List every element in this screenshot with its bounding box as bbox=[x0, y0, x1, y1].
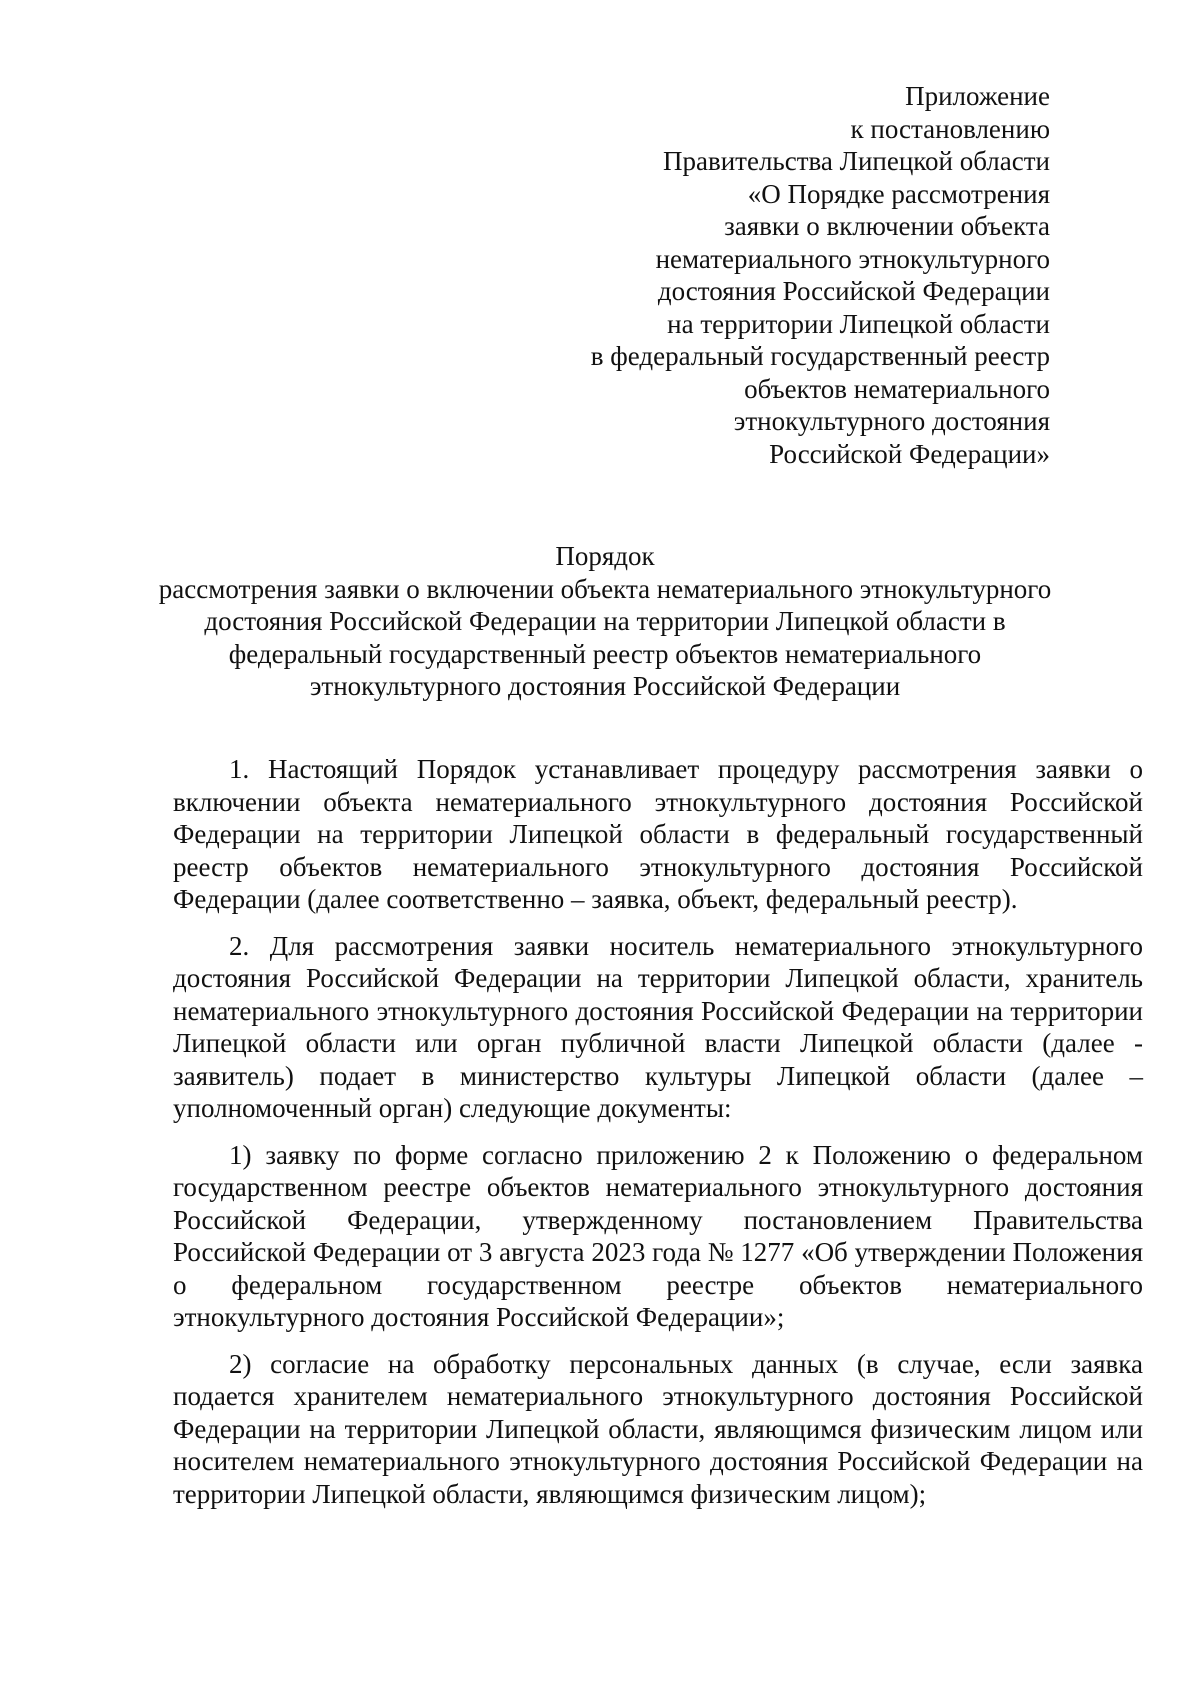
title-heading: Порядок bbox=[555, 541, 655, 571]
appendix-line: в федеральный государственный реестр bbox=[590, 341, 1050, 371]
appendix-line: к постановлению bbox=[850, 113, 1050, 144]
document-body bbox=[173, 753, 1143, 1524]
appendix-line: Правительства Липецкой области bbox=[662, 146, 1050, 176]
appendix-line: достояния Российской Федерации bbox=[657, 276, 1050, 306]
appendix-header bbox=[490, 80, 1050, 470]
appendix-line: заявки о включении объекта bbox=[724, 211, 1050, 241]
document-title bbox=[150, 540, 1060, 703]
appendix-line: этнокультурного достояния bbox=[733, 406, 1050, 436]
appendix-line: на территории Липецкой области bbox=[667, 308, 1050, 339]
paragraph-2: 2. Для рассмотрения заявки носитель нематериального этнокультурного достояния Российской Федерации на территории Липецкой области, хранитель нематериального этнокультурного достояния Российской Федерации на территории Липецкой области или орган публичной власти Липецкой области (далее - заявитель) подает в министерство культуры Липецкой области (далее – уполномоченный орган) следующие документы: bbox=[173, 930, 1143, 1123]
appendix-line: Российской Федерации» bbox=[769, 438, 1050, 469]
title-line: этнокультурного достояния Российской Федерации bbox=[309, 671, 901, 701]
appendix-line: Приложение bbox=[905, 81, 1050, 111]
title-line: рассмотрения заявки о включении объекта нематериального этнокультурного bbox=[158, 573, 1052, 604]
appendix-line: нематериального этнокультурного bbox=[655, 243, 1050, 274]
appendix-line: объектов нематериального bbox=[744, 373, 1050, 404]
title-line: федеральный государственный реестр объектов нематериального bbox=[228, 638, 982, 669]
appendix-line: «О Порядке рассмотрения bbox=[747, 178, 1050, 209]
paragraph-1: 1. Настоящий Порядок устанавливает процедуру рассмотрения заявки о включении объекта нематериального этнокультурного достояния Российской Федерации на территории Липецкой области в федеральный государственный реестр объектов нематериального этнокультурного достояния Российской Федерации (далее соответственно – заявка, объект, федеральный реестр). bbox=[173, 754, 1143, 914]
paragraph-2-item-2: 2) согласие на обработку персональных данных (в случае, если заявка подается хранителем нематериального этнокультурного достояния Российской Федерации на территории Липецкой области, являющимся физическим лицом или носителем нематериального этнокультурного достояния Российской Федерации на территории Липецкой области, являющимся физическим лицом); bbox=[173, 1348, 1143, 1509]
paragraph-2-item-1: 1) заявку по форме согласно приложению 2 к Положению о федеральном государственном реестре объектов нематериального этнокультурного достояния Российской Федерации, утвержденному постановлением Правительства Российской Федерации от 3 августа 2023 года № 1277 «Об утверждении Положения о федеральном государственном реестре объектов нематериального этнокультурного достояния Российской Федерации»; bbox=[173, 1139, 1143, 1332]
title-line: достояния Российской Федерации на территории Липецкой области в bbox=[204, 606, 1006, 636]
